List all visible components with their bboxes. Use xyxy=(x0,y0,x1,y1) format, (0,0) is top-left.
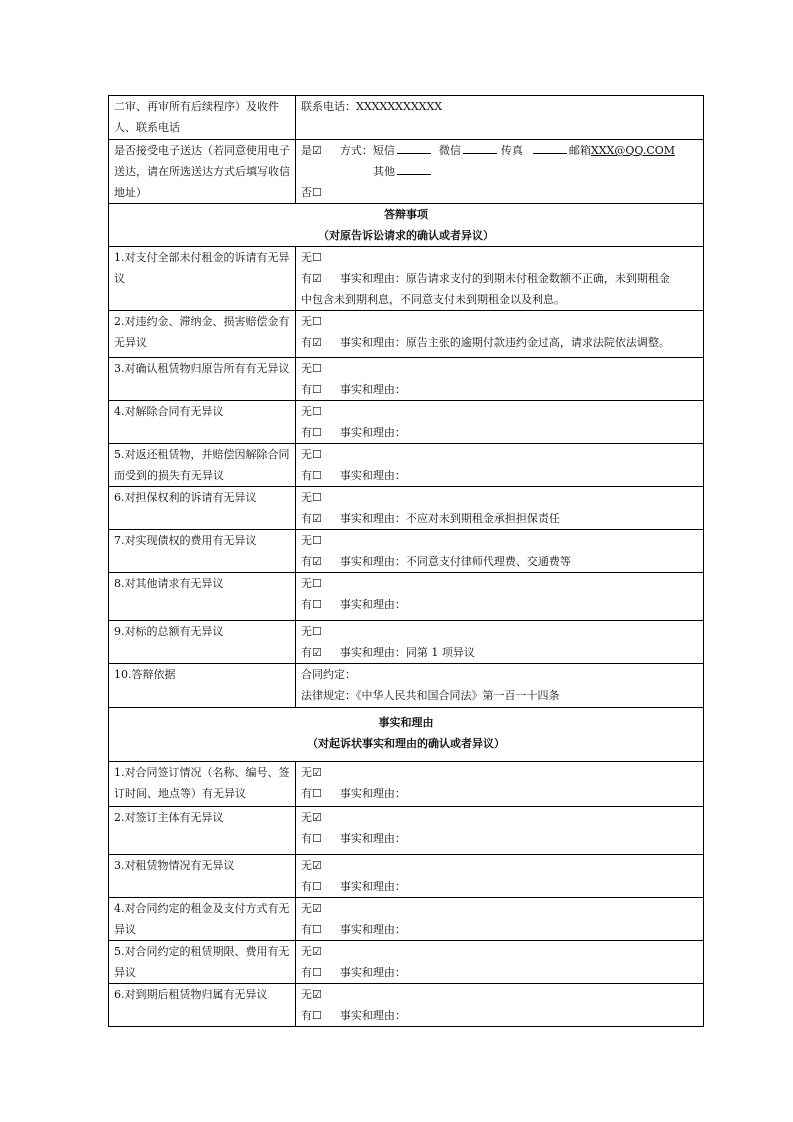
defense-row xyxy=(109,401,704,444)
facts-item-label: 6.对到期后租赁物归属有无异议 xyxy=(109,984,296,1027)
reason-text[interactable]: 同第 1 项异议 xyxy=(405,646,475,659)
defense-row xyxy=(109,621,704,664)
defense-item-label: 4.对解除合同有无异议 xyxy=(109,401,296,444)
section-title: 事实和理由 xyxy=(378,716,434,729)
wechat-blank[interactable] xyxy=(463,142,497,154)
esvc-email-value[interactable]: XXX@QQ.COM xyxy=(590,144,676,157)
facts-item-label: 3.对租赁物情况有无异议 xyxy=(109,855,296,898)
reason-label: 事实和理由： xyxy=(339,512,406,525)
no-objection-checkbox[interactable]: 无☑ xyxy=(301,988,322,1001)
facts-row xyxy=(109,807,704,855)
defense-row xyxy=(109,358,704,401)
has-objection-checkbox[interactable]: 有☐ xyxy=(301,469,322,482)
recipient-row xyxy=(109,96,704,140)
defense-row xyxy=(109,530,704,573)
defense-row xyxy=(109,311,704,358)
no-objection-checkbox[interactable]: 无☑ xyxy=(301,766,322,779)
facts-row xyxy=(109,984,704,1027)
esvc-method-sms: 方式：短信 xyxy=(339,144,395,157)
no-objection-checkbox[interactable]: 无☑ xyxy=(301,859,322,872)
reason-label: 事实和理由： xyxy=(339,598,406,611)
no-objection-checkbox[interactable]: 无☐ xyxy=(301,534,322,547)
no-objection-checkbox[interactable]: 无☑ xyxy=(301,811,322,824)
no-objection-checkbox[interactable]: 无☐ xyxy=(301,577,322,590)
reason-label: 事实和理由： xyxy=(339,832,406,845)
reason-label: 事实和理由： xyxy=(339,383,406,396)
has-objection-checkbox[interactable]: 有☐ xyxy=(301,383,322,396)
section-header-facts xyxy=(109,708,704,762)
other-blank[interactable] xyxy=(397,163,431,175)
esvc-no-checkbox[interactable]: 否☐ xyxy=(301,186,322,199)
defense-item-label: 9.对标的总额有无异议 xyxy=(109,621,296,664)
has-objection-checkbox[interactable]: 有☐ xyxy=(301,832,322,845)
esvc-method-wechat: 微信 xyxy=(438,144,461,157)
reason-label: 事实和理由： xyxy=(339,880,406,893)
has-objection-checkbox[interactable]: 有☐ xyxy=(301,880,322,893)
has-objection-checkbox[interactable]: 有☐ xyxy=(301,598,322,611)
no-objection-checkbox[interactable]: 无☐ xyxy=(301,625,322,638)
esvc-email-label: 邮箱 xyxy=(568,144,591,157)
basis-contract[interactable]: 合同约定： xyxy=(301,668,356,681)
defense-item-label: 7.对实现债权的费用有无异议 xyxy=(109,530,296,573)
defense-item-label: 5.对返还租赁物，并赔偿因解除合同而受到的损失有无异议 xyxy=(109,444,296,487)
has-objection-checkbox[interactable]: 有☐ xyxy=(301,966,322,979)
has-objection-checkbox[interactable]: 有☐ xyxy=(301,923,322,936)
reason-label: 事实和理由： xyxy=(339,555,406,568)
no-objection-checkbox[interactable]: 无☐ xyxy=(301,405,322,418)
no-objection-checkbox[interactable]: 无☐ xyxy=(301,315,322,328)
reason-label: 事实和理由： xyxy=(339,469,406,482)
section-title: 答辩事项 xyxy=(384,208,428,221)
reason-label: 事实和理由： xyxy=(339,1009,406,1022)
reason-label: 事实和理由： xyxy=(339,787,406,800)
facts-item-label: 1.对合同签订情况（名称、编号、签订时间、地点等）有无异议 xyxy=(109,762,296,807)
facts-row xyxy=(109,898,704,941)
has-objection-checkbox[interactable]: 有☑ xyxy=(301,555,322,568)
defense-row xyxy=(109,573,704,621)
defense-basis-label: 10.答辩依据 xyxy=(109,664,296,708)
defense-item-label: 1.对支付全部未付租金的诉请有无异议 xyxy=(109,247,296,311)
reason-label: 事实和理由： xyxy=(339,923,406,936)
facts-item-label: 4.对合同约定的租金及支付方式有无异议 xyxy=(109,898,296,941)
esvc-method-other: 其他 xyxy=(373,165,395,178)
reason-label: 事实和理由： xyxy=(339,336,406,349)
electronic-service-label: 是否接受电子送达（若同意使用电子送达，请在所选送达方式后填写收信地址） xyxy=(109,140,296,204)
reason-label: 事实和理由： xyxy=(339,272,406,285)
defense-basis-row xyxy=(109,664,704,708)
defense-form-table xyxy=(108,95,704,1027)
facts-item-label: 2.对签订主体有无异议 xyxy=(109,807,296,855)
defense-item-label: 6.对担保权利的诉请有无异议 xyxy=(109,487,296,530)
esvc-method-fax: 传真 xyxy=(500,144,523,157)
no-objection-checkbox[interactable]: 无☑ xyxy=(301,945,322,958)
reason-label: 事实和理由： xyxy=(339,646,406,659)
reason-text[interactable]: 不应对未到期租金承担担保责任 xyxy=(405,512,560,525)
facts-row xyxy=(109,762,704,807)
defense-row xyxy=(109,487,704,530)
basis-law[interactable]: 法律规定：《中华人民共和国合同法》第一百一十四条 xyxy=(301,689,560,702)
electronic-service-options xyxy=(296,140,704,204)
defense-item-label: 2.对违约金、滞纳金、损害赔偿金有无异议 xyxy=(109,311,296,358)
reason-text[interactable]: 不同意支付律师代理费、交通费等 xyxy=(405,555,571,568)
defense-item-label: 3.对确认租赁物归原告所有有无异议 xyxy=(109,358,296,401)
has-objection-checkbox[interactable]: 有☑ xyxy=(301,512,322,525)
no-objection-checkbox[interactable]: 无☐ xyxy=(301,448,322,461)
fax-blank[interactable] xyxy=(533,142,567,154)
facts-row xyxy=(109,855,704,898)
sms-blank[interactable] xyxy=(397,142,431,154)
section-subtitle: （对原告诉讼请求的确认或者异议） xyxy=(318,229,494,242)
defense-row xyxy=(109,444,704,487)
has-objection-checkbox[interactable]: 有☐ xyxy=(301,426,322,439)
has-objection-checkbox[interactable]: 有☑ xyxy=(301,646,322,659)
defense-row xyxy=(109,247,704,311)
electronic-service-row xyxy=(109,140,704,204)
reason-label: 事实和理由： xyxy=(339,426,406,439)
esvc-yes-checkbox[interactable]: 是☑ xyxy=(301,144,322,157)
no-objection-checkbox[interactable]: 无☐ xyxy=(301,491,322,504)
reason-text-continued[interactable]: 中包含未到期利息，不同意支付未到期租金以及利息。 xyxy=(301,293,565,306)
reason-label: 事实和理由： xyxy=(339,966,406,979)
no-objection-checkbox[interactable]: 无☑ xyxy=(301,902,322,915)
has-objection-checkbox[interactable]: 有☑ xyxy=(301,272,322,285)
no-objection-checkbox[interactable]: 无☐ xyxy=(301,251,322,264)
no-objection-checkbox[interactable]: 无☐ xyxy=(301,362,322,375)
section-subtitle: （对起诉状事实和理由的确认或者异议） xyxy=(307,737,505,750)
recipient-label: 二审、再审所有后续程序）及收件人、联系电话 xyxy=(109,96,296,140)
defense-item-label: 8.对其他请求有无异议 xyxy=(109,573,296,621)
facts-row xyxy=(109,941,704,984)
has-objection-checkbox[interactable]: 有☐ xyxy=(301,787,322,800)
section-header-defense xyxy=(109,204,704,247)
has-objection-checkbox[interactable]: 有☑ xyxy=(301,336,322,349)
reason-text[interactable]: 原告请求支付的到期未付租金数额不正确，未到期租金 xyxy=(405,272,670,285)
recipient-phone: 联系电话：XXXXXXXXXXX xyxy=(296,96,704,140)
has-objection-checkbox[interactable]: 有☐ xyxy=(301,1009,322,1022)
reason-text[interactable]: 原告主张的逾期付款违约金过高，请求法院依法调整。 xyxy=(405,336,670,349)
facts-item-label: 5.对合同约定的租赁期限、费用有无异议 xyxy=(109,941,296,984)
